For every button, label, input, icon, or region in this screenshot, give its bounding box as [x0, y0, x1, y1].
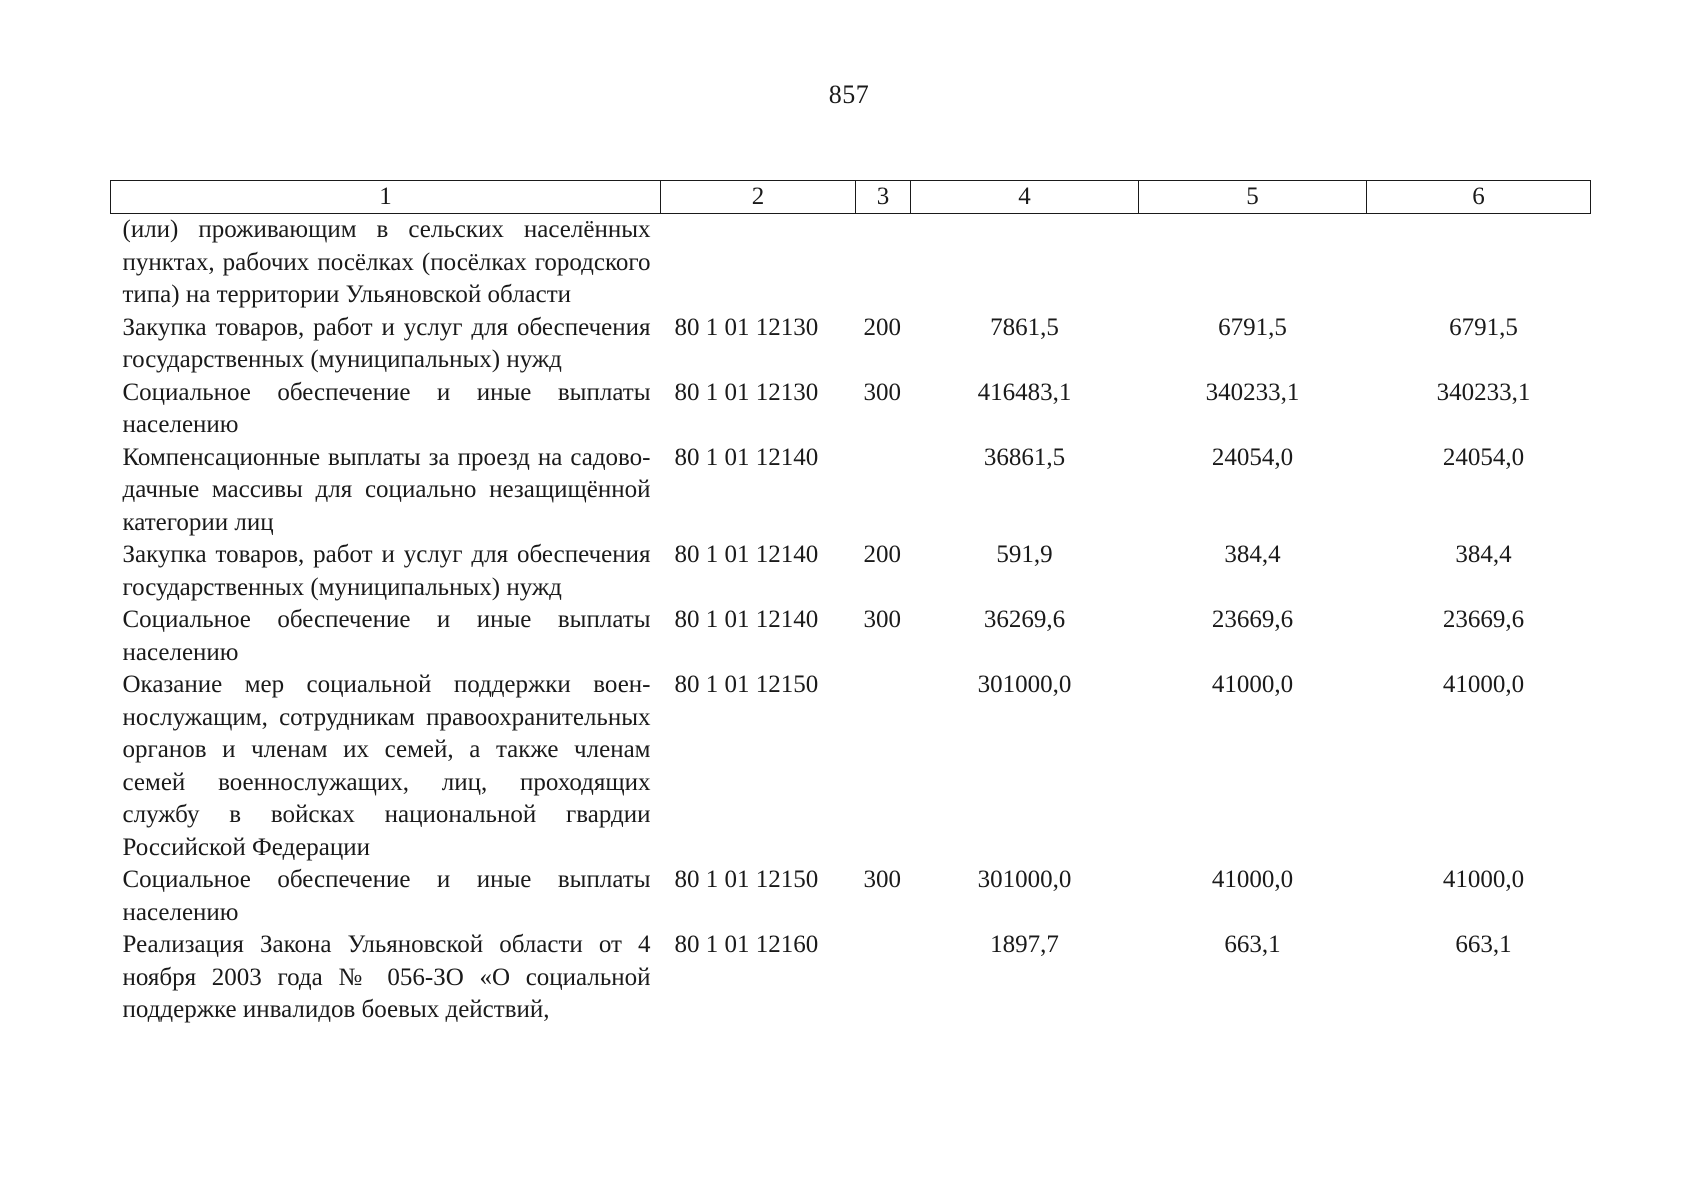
- row-code: [661, 214, 856, 312]
- row-type: 300: [863, 606, 901, 633]
- table-row: [111, 312, 1591, 377]
- row-name: (или) проживающим в сельских населённых пунктах, рабочих посёлках (посёлках городского типа) на территории Ульяновской области: [122, 216, 651, 308]
- row-value-6: 23669,6: [1442, 606, 1525, 633]
- row-value-4: 416483,1: [977, 378, 1072, 406]
- row-code: 80 1 01 12140: [674, 443, 819, 471]
- row-value-4: 301000,0: [977, 866, 1072, 893]
- row-type: [856, 929, 911, 1027]
- row-value-5: 6791,5: [1218, 313, 1287, 341]
- row-value-5: 384,4: [1224, 541, 1281, 568]
- table-row: [111, 929, 1591, 1027]
- table-header: [111, 181, 1591, 214]
- row-value-4: 36861,5: [983, 443, 1066, 471]
- table-row: [111, 442, 1591, 540]
- row-name: Социальное обеспечение и иные выплаты населению: [122, 378, 651, 438]
- table-row: [111, 214, 1591, 312]
- row-name: Реализация Закона Ульяновской области от 4 ноября 2003 года № 056-ЗО «О социальной поддержке инвалидов боевых действий,: [122, 931, 651, 1023]
- row-value-6: 41000,0: [1442, 671, 1525, 698]
- row-value-6: [1367, 214, 1591, 312]
- page-number: 857: [828, 80, 870, 109]
- row-value-4: 591,9: [996, 541, 1053, 568]
- header-col-5: 5: [1139, 181, 1367, 214]
- row-code: 80 1 01 12160: [674, 931, 819, 958]
- header-col-6: 6: [1367, 181, 1591, 214]
- row-value-5: 23669,6: [1211, 606, 1294, 633]
- row-code: 80 1 01 12130: [674, 378, 819, 406]
- header-col-1: 1: [111, 181, 661, 214]
- header-col-4: 4: [911, 181, 1139, 214]
- row-code: 80 1 01 12140: [674, 541, 819, 568]
- row-type: 300: [863, 866, 901, 893]
- row-type: [856, 669, 911, 864]
- row-value-6: 663,1: [1455, 931, 1512, 958]
- table-row: [111, 377, 1591, 442]
- row-value-4: 301000,0: [977, 671, 1072, 698]
- row-value-6: 41000,0: [1442, 866, 1525, 893]
- row-value-5: 41000,0: [1211, 866, 1294, 893]
- row-name: Социальное обеспечение и иные выплаты населению: [122, 866, 651, 926]
- row-value-6: 6791,5: [1449, 313, 1518, 341]
- row-name: Компенсационные выплаты за проезд на садово-дачные массивы для социально незащищённой категории лиц: [122, 443, 651, 536]
- row-value-6: 340233,1: [1436, 378, 1531, 406]
- header-col-3: 3: [856, 181, 911, 214]
- table-row: [111, 604, 1591, 669]
- row-value-6: 384,4: [1455, 541, 1512, 568]
- row-value-4: 1897,7: [990, 931, 1059, 958]
- table-body: [111, 214, 1591, 1027]
- row-value-5: 24054,0: [1211, 443, 1294, 471]
- row-name: Оказание мер социальной поддержки военнослужащим, сотрудникам правоохранительных органов и членам их семей, а также членам семей военнослужащих, лиц, проходящих службу в войсках национальной гвардии Российской Федерации: [122, 671, 651, 861]
- row-name: Закупка товаров, работ и услуг для обеспечения государственных (муниципальных) нужд: [122, 541, 651, 601]
- row-type: 200: [863, 541, 901, 568]
- row-type: [856, 442, 911, 540]
- header-col-2: 2: [661, 181, 856, 214]
- row-value-5: 41000,0: [1211, 671, 1294, 698]
- budget-table: [110, 180, 1591, 1027]
- row-code: 80 1 01 12150: [674, 866, 819, 893]
- row-code: 80 1 01 12140: [674, 606, 819, 633]
- row-type: 200: [863, 313, 901, 341]
- table-row: [111, 669, 1591, 864]
- table-row: [111, 864, 1591, 929]
- row-value-5: 663,1: [1224, 931, 1281, 958]
- row-name: Закупка товаров, работ и услуг для обеспечения государственных (муниципальных) нужд: [122, 313, 651, 373]
- row-code: 80 1 01 12150: [674, 671, 819, 698]
- row-value-5: [1139, 214, 1367, 312]
- row-type: [856, 214, 911, 312]
- row-value-4: 7861,5: [990, 313, 1059, 341]
- row-value-4: [911, 214, 1139, 312]
- row-code: 80 1 01 12130: [674, 313, 819, 341]
- header-row: [111, 181, 1591, 214]
- row-name: Социальное обеспечение и иные выплаты населению: [122, 606, 651, 666]
- row-value-4: 36269,6: [983, 606, 1066, 633]
- row-value-5: 340233,1: [1205, 378, 1300, 406]
- row-type: 300: [863, 378, 901, 406]
- row-value-6: 24054,0: [1442, 443, 1525, 471]
- table-row: [111, 539, 1591, 604]
